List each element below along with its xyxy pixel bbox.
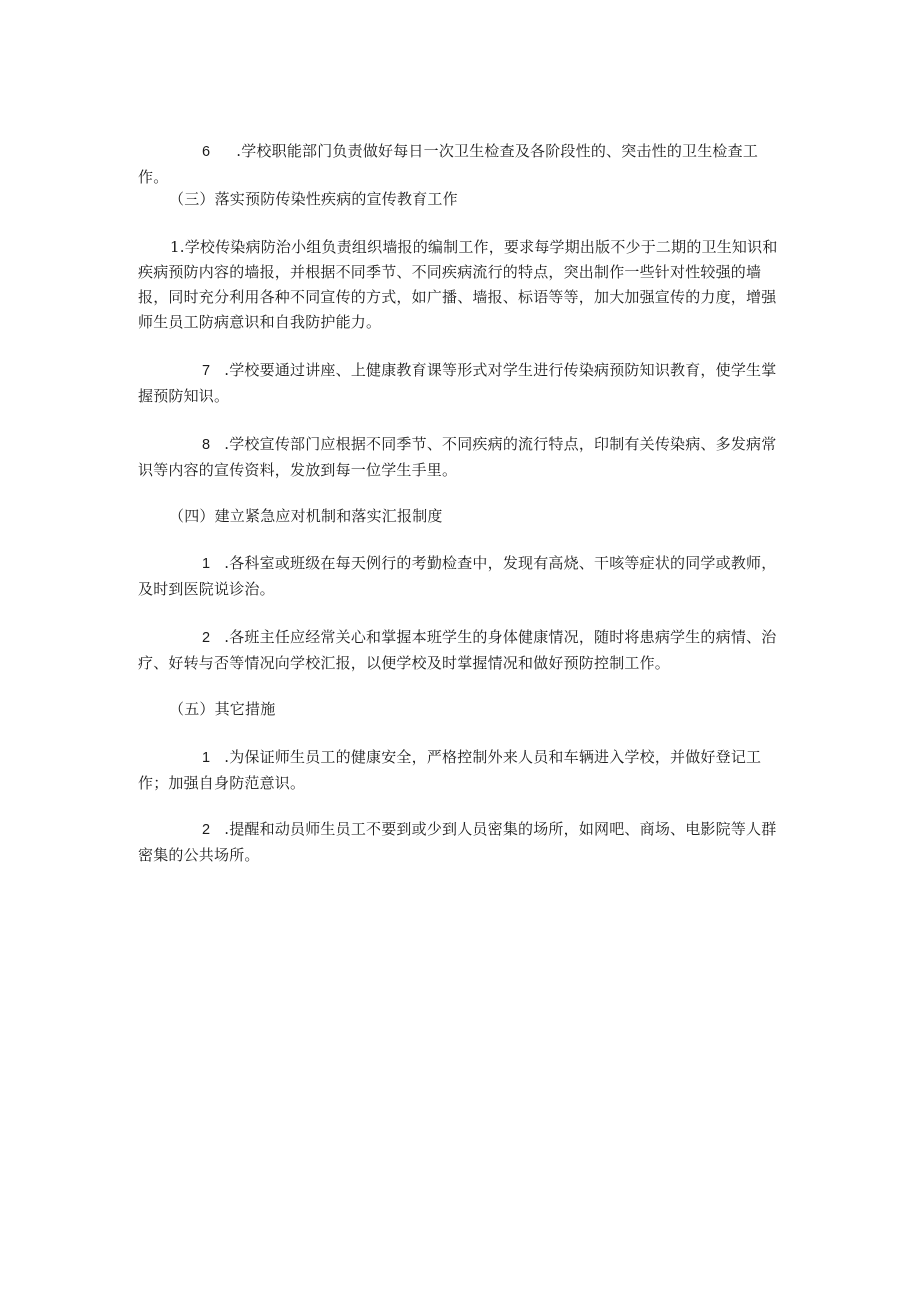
paragraph-text: .各班主任应经常关心和掌握本班学生的身体健康情况，随时将患病学生的病情、治疗、好转与否等情况向学校汇报，以便学校及时掌握情况和做好预防控制工作。	[138, 628, 777, 672]
paragraph-item-1-publicity: 1.学校传染病防治小组负责组织墙报的编制工作，要求每学期出版不少于二期的卫生知识和疾病预防内容的墙报，并根据不同季节、不同疾病流行的特点，突出制作一些针对性较强的墙报，同时充分利用各种不同宣传的方式，如广播、墙报、标语等等，加大加强宣传的力度，增强师生员工防病意识和自我防护能力。	[138, 238, 778, 331]
paragraph-item-2-emergency	[138, 625, 788, 676]
section-heading-3: （三）落实预防传染性疾病的宣传教育工作	[169, 190, 458, 208]
section-heading-5: （五）其它措施	[169, 700, 276, 718]
paragraph-text: .学校职能部门负责做好每日一次卫生检查及各阶段性的、突击性的卫生检查工作。	[138, 142, 759, 186]
paragraph-item-8	[138, 432, 788, 483]
item-number: 2	[202, 630, 211, 646]
item-number: 8	[202, 437, 211, 453]
paragraph-text: .学校要通过讲座、上健康教育课等形式对学生进行传染病预防知识教育，使学生掌握预防知识。	[138, 361, 777, 405]
section-heading-4: （四）建立紧急应对机制和落实汇报制度	[169, 507, 443, 525]
item-number: 1	[202, 750, 211, 766]
item-number: 7	[202, 363, 211, 379]
paragraph-text: .学校宣传部门应根据不同季节、不同疾病的流行特点，印制有关传染病、多发病常识等内容的宣传资料，发放到每一位学生手里。	[138, 435, 777, 479]
paragraph-item-1-emergency	[138, 551, 788, 602]
paragraph-item-6	[138, 139, 788, 190]
paragraph-item-2-other	[138, 817, 788, 868]
paragraph-text: .为保证师生员工的健康安全，严格控制外来人员和车辆进入学校，并做好登记工作；加强自身防范意识。	[138, 748, 762, 792]
paragraph-item-1-other	[138, 745, 788, 796]
paragraph-text: .提醒和动员师生员工不要到或少到人员密集的场所，如网吧、商场、电影院等人群密集的公共场所。	[138, 820, 777, 864]
item-number: 1	[202, 556, 211, 572]
paragraph-text: .各科室或班级在每天例行的考勤检查中，发现有高烧、干咳等症状的同学或教师，及时到医院说诊治。	[138, 554, 777, 598]
item-number: 2	[202, 822, 211, 838]
paragraph-item-7	[138, 358, 788, 409]
item-number: 6	[202, 144, 211, 160]
